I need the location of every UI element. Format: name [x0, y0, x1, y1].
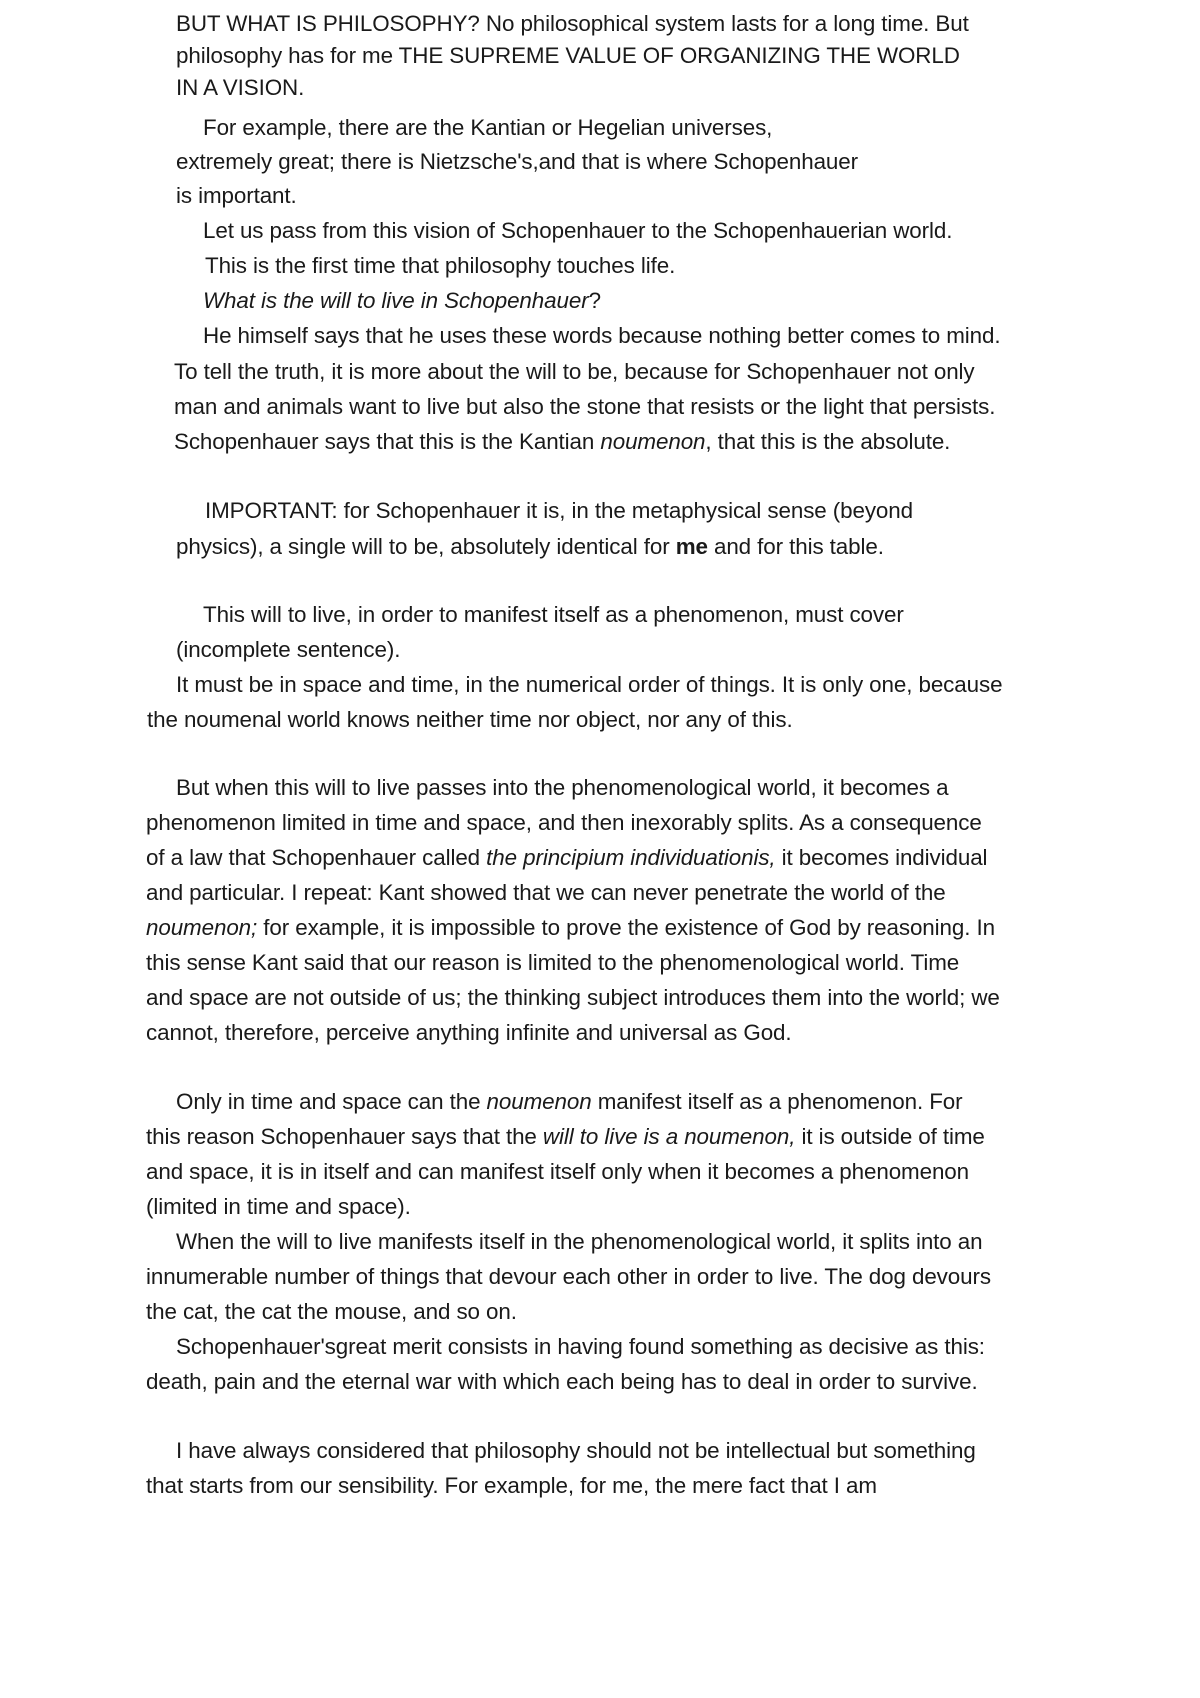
- text-line: [176, 1331, 985, 1363]
- text-line: [176, 1086, 963, 1118]
- text-run: Let us pass from this vision of Schopenhauer to the Schopenhauerian world.: [203, 218, 953, 243]
- text-run: this sense Kant said that our reason is limited to the phenomenological world. Time: [146, 950, 960, 975]
- text-run: He himself says that he uses these words because nothing better comes to mind.: [203, 323, 1001, 348]
- text-line: [174, 426, 950, 458]
- text-run: of a law that Schopenhauer called: [146, 845, 487, 870]
- text-line: [146, 912, 995, 944]
- text-run: it becomes individual: [775, 845, 988, 870]
- text-line: [176, 634, 400, 666]
- text-line: [176, 8, 969, 40]
- text-line: [176, 1226, 982, 1258]
- text-run: cannot, therefore, perceive anything infinite and universal as God.: [146, 1020, 792, 1045]
- text-run: manifest itself as a phenomenon. For: [591, 1089, 963, 1114]
- text-line: [176, 669, 1002, 701]
- text-run: and particular. I repeat: Kant showed that we can never penetrate the world of the: [146, 880, 946, 905]
- text-run: the noumenal world knows neither time nor object, nor any of this.: [147, 707, 793, 732]
- text-run: For example, there are the Kantian or Hegelian universes,: [203, 115, 773, 140]
- italic-text-run: the principium individuationis,: [486, 845, 776, 870]
- text-line: [146, 1191, 411, 1223]
- text-run: To tell the truth, it is more about the will to be, because for Schopenhauer not only: [174, 359, 975, 384]
- text-run: IMPORTANT: for Schopenhauer it is, in the metaphysical sense (beyond: [205, 498, 913, 523]
- text-line: [146, 1366, 978, 1398]
- text-line: [203, 215, 952, 247]
- text-line: [146, 1470, 877, 1502]
- text-run: death, pain and the eternal war with which each being has to deal in order to survive.: [146, 1369, 978, 1394]
- text-run: is important.: [176, 183, 297, 208]
- text-run: Only in time and space can the: [176, 1089, 487, 1114]
- text-line: [203, 112, 772, 144]
- text-run: But when this will to live passes into the phenomenological world, it becomes a: [176, 775, 949, 800]
- text-run: IN A VISION.: [176, 75, 305, 100]
- text-run: , that this is the absolute.: [705, 429, 951, 454]
- text-line: [205, 250, 675, 282]
- text-run: the cat, the cat the mouse, and so on.: [146, 1299, 517, 1324]
- text-run: innumerable number of things that devour each other in order to live. The dog devours: [146, 1264, 991, 1289]
- text-run: (limited in time and space).: [146, 1194, 411, 1219]
- text-run: This will to live, in order to manifest itself as a phenomenon, must cover: [203, 602, 904, 627]
- text-run: physics), a single will to be, absolutely identical for: [176, 534, 676, 559]
- italic-text-run: noumenon;: [146, 915, 258, 940]
- text-run: phenomenon limited in time and space, and then inexorably splits. As a consequence: [146, 810, 982, 835]
- text-line: [203, 320, 1000, 352]
- italic-text-run: will to live is a noumenon,: [542, 1124, 796, 1149]
- text-run: Schopenhauer says that this is the Kantian: [174, 429, 601, 454]
- text-line: [146, 1156, 969, 1188]
- text-run: It must be in space and time, in the numerical order of things. It is only one, because: [176, 672, 1003, 697]
- text-run: and space are not outside of us; the thinking subject introduces them into the world; we: [146, 985, 1000, 1010]
- text-run: philosophy has for me THE SUPREME VALUE OF ORGANIZING THE WORLD: [176, 43, 960, 68]
- text-run: and space, it is in itself and can manifest itself only when it becomes a phenomenon: [146, 1159, 970, 1184]
- italic-text-run: noumenon: [486, 1089, 592, 1114]
- text-run: ?: [588, 288, 601, 313]
- italic-text-run: noumenon: [600, 429, 706, 454]
- text-run: man and animals want to live but also the stone that resists or the light that persists.: [174, 394, 996, 419]
- text-line: [146, 842, 987, 874]
- text-line: [176, 1435, 976, 1467]
- text-line: [146, 1017, 792, 1049]
- text-run: (incomplete sentence).: [176, 637, 401, 662]
- text-line: [146, 1261, 991, 1293]
- text-line: [146, 807, 982, 839]
- text-line: [146, 1296, 517, 1328]
- text-line: [174, 391, 995, 423]
- text-run: When the will to live manifests itself in the phenomenological world, it splits into an: [176, 1229, 983, 1254]
- text-run: that starts from our sensibility. For example, for me, the mere fact that I am: [146, 1473, 877, 1498]
- text-line: [146, 877, 946, 909]
- text-run: this reason Schopenhauer says that the: [146, 1124, 543, 1149]
- text-run: for example, it is impossible to prove the existence of God by reasoning. In: [257, 915, 995, 940]
- text-run: extremely great; there is Nietzsche's,and that is where Schopenhauer: [176, 149, 858, 174]
- text-line: [176, 772, 948, 804]
- text-line: [174, 356, 975, 388]
- text-run: This is the first time that philosophy touches life.: [205, 253, 676, 278]
- text-line: [146, 982, 1000, 1014]
- italic-text-run: What is the will to live in Schopenhauer: [203, 288, 589, 313]
- text-line: [176, 180, 297, 212]
- text-line: [176, 146, 858, 178]
- text-line: [203, 285, 601, 317]
- text-line: [176, 40, 960, 72]
- text-run: and for this table.: [707, 534, 884, 559]
- text-line: [203, 599, 904, 631]
- text-line: [146, 947, 959, 979]
- text-line: [147, 704, 793, 736]
- text-run: BUT WHAT IS PHILOSOPHY? No philosophical system lasts for a long time. But: [176, 11, 969, 36]
- text-run: it is outside of time: [795, 1124, 985, 1149]
- bold-text-run: me: [675, 534, 708, 559]
- text-line: [176, 531, 884, 563]
- text-line: [176, 72, 304, 104]
- text-run: I have always considered that philosophy should not be intellectual but something: [176, 1438, 976, 1463]
- text-line: [146, 1121, 985, 1153]
- text-line: [205, 495, 913, 527]
- text-run: Schopenhauer'sgreat merit consists in having found something as decisive as this:: [176, 1334, 985, 1359]
